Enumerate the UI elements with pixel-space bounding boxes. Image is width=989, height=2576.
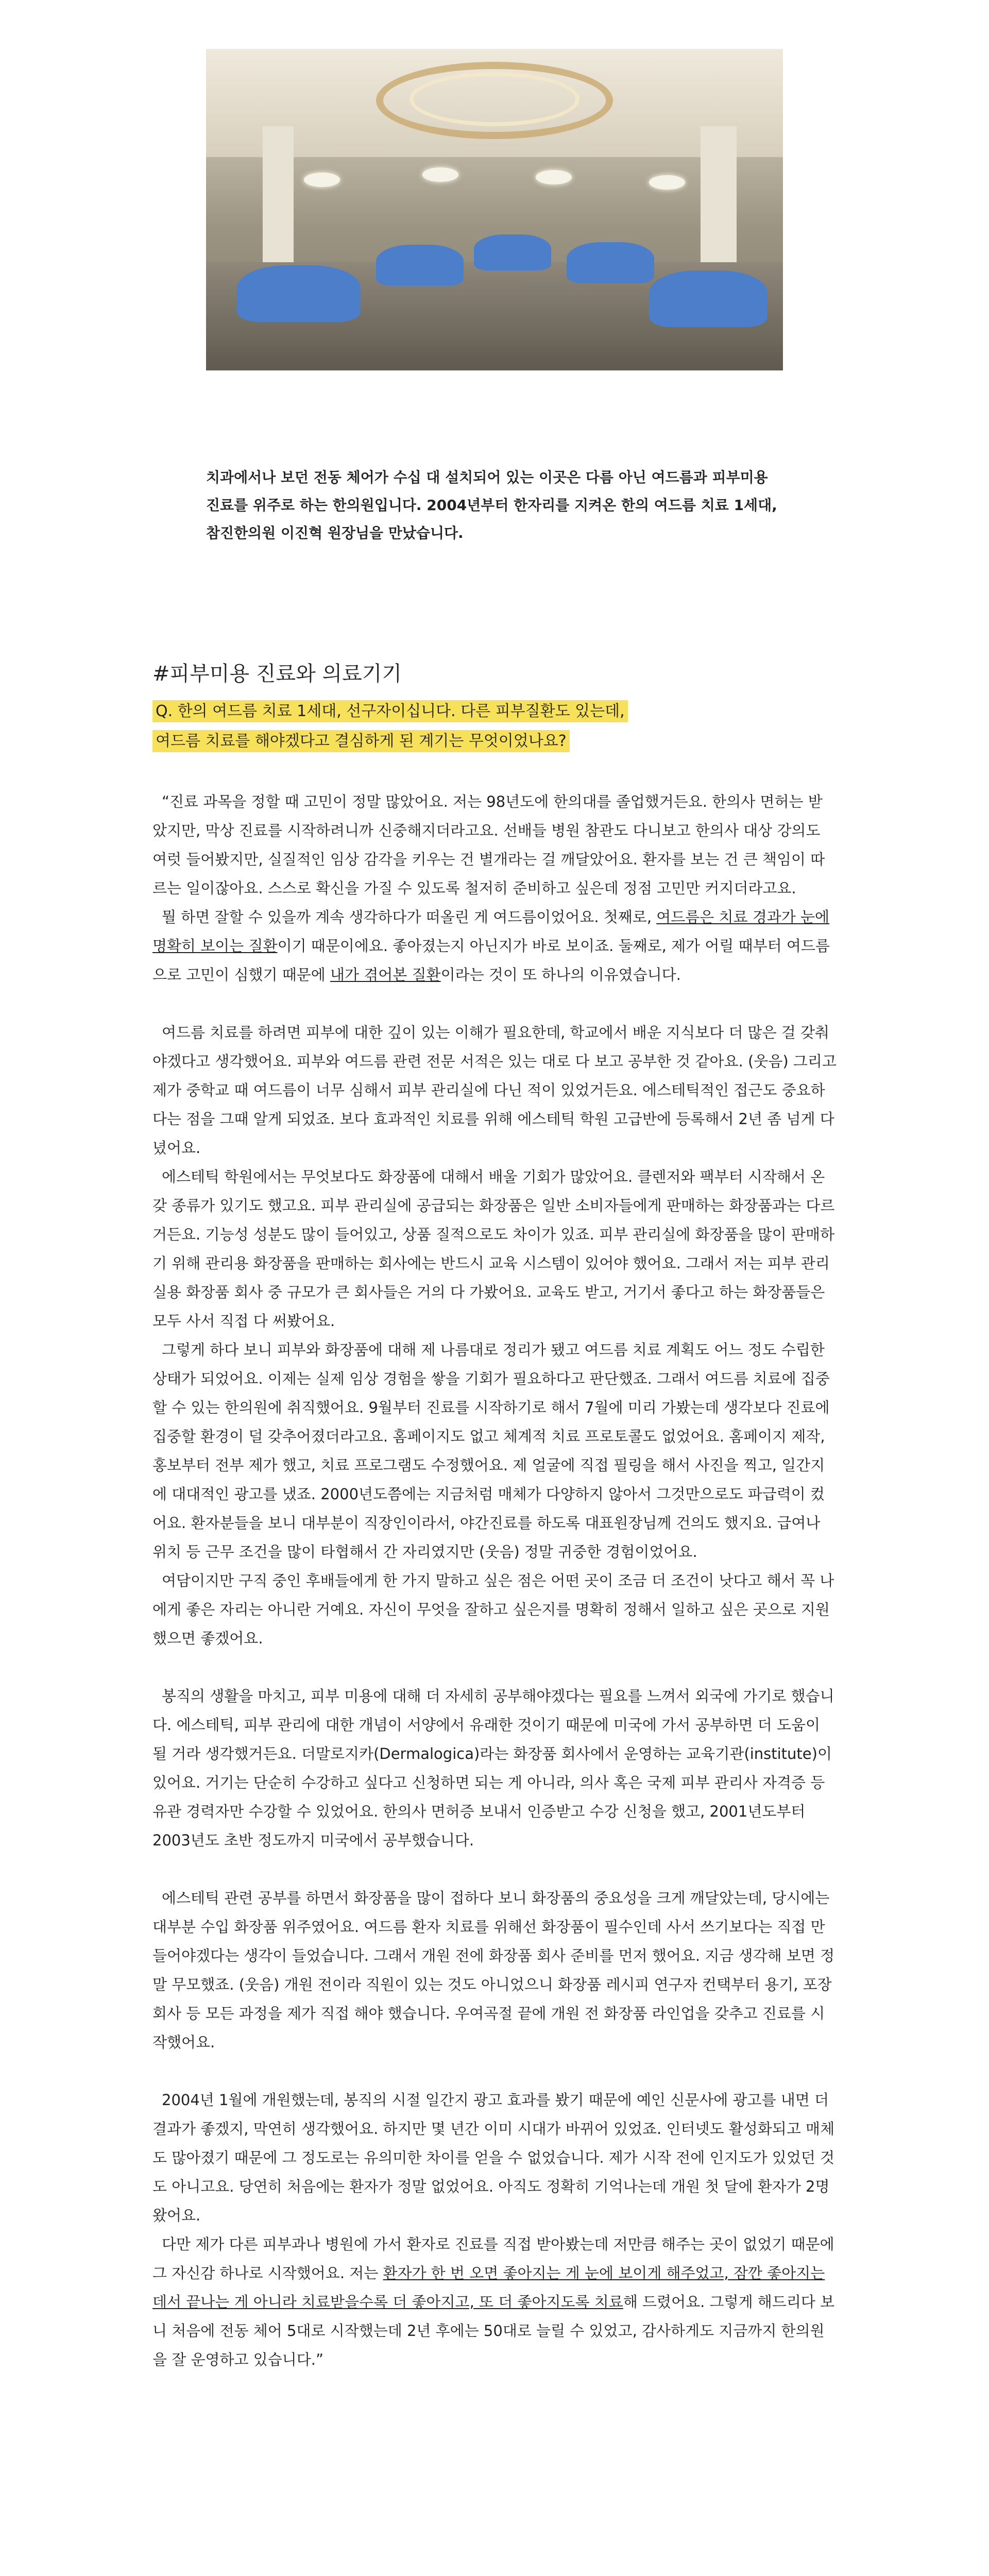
- dental-chair: [649, 270, 768, 327]
- paragraph: [152, 2086, 837, 2230]
- question-line: Q. 한의 여드름 치료 1세대, 선구자이십니다. 다른 피부질환도 있는데,: [152, 700, 628, 722]
- underlined-text: 내가 겪어본 질환: [330, 966, 441, 984]
- dental-chair: [376, 245, 464, 286]
- pillar: [263, 126, 294, 281]
- dental-chair: [474, 234, 551, 270]
- paragraph: [152, 1335, 837, 1566]
- dental-lamp: [304, 173, 340, 187]
- text-segment: 뭘 하면 잘할 수 있을까 계속 생각하다가 떠올린 게 여드름이었어요. 첫째로,: [162, 908, 657, 926]
- text-segment: 봉직의 생활을 마치고, 피부 미용에 대해 더 자세히 공부해야겠다는 필요를 느껴서 외국에 가기로 했습니다. 에스테틱, 피부 관리에 대한 개념이 서양에서 유래한 것이기 때문에 미국에 가서 공부하면 더 도움이 될 거라 생각했거든요. 더말로지카(Dermalogica)라는 화장품 회사에서 운영하는 교육기관(institute)이 있어요. 거기는 단순히 수강하고 싶다고 신청하면 되는 게 아니라, 의사 혹은 국제 피부 관리사 자격증 등 유관 경력자만 수강할 수 있었어요. 한의사 면허증 보내서 인증받고 수강 신청을 했고, 2001년도부터 2003년도 초반 정도까지 미국에서 공부했습니다.: [152, 1687, 834, 1849]
- paragraph: [152, 1018, 837, 1162]
- text-segment: 여담이지만 구직 중인 후배들에게 한 가지 말하고 싶은 점은 어떤 곳이 조금 더 조건이 낫다고 해서 꼭 나에게 좋은 자리는 아니란 거예요. 자신이 무엇을 잘하고 싶은지를 명확히 정해서 일하고 싶은 곳으로 지원했으면 좋겠어요.: [152, 1572, 834, 1647]
- hero-photo-clinic-interior: [206, 49, 783, 370]
- paragraph: [152, 2230, 837, 2374]
- text-segment: 에스테틱 학원에서는 무엇보다도 화장품에 대해서 배울 기회가 많았어요. 클렌저와 팩부터 시작해서 온갖 종류가 있기도 했고요. 피부 관리실에 공급되는 화장품은 일반 소비자들에게 판매하는 화장품과는 다르거든요. 기능성 성분도 많이 들어있고, 상품 질적으로도 차이가 있죠. 피부 관리실에 화장품을 많이 판매하기 위해 관리용 화장품을 판매하는 회사에는 반드시 교육 시스템이 있어야 했어요. 그래서 저는 피부 관리실용 화장품 회사 중 규모가 큰 회사들은 거의 다 가봤어요. 교육도 받고, 거기서 좋다고 하는 화장품들은 모두 사서 직접 다 써봤어요.: [152, 1168, 835, 1330]
- paragraph: [152, 1884, 837, 2057]
- dental-lamp: [649, 175, 685, 190]
- section-title: #피부미용 진료와 의료기기: [152, 662, 402, 686]
- text-segment: 2004년 1월에 개원했는데, 봉직의 시절 일간지 광고 효과를 봤기 때문에 예인 신문사에 광고를 내면 더 결과가 좋겠지, 막연히 생각했어요. 하지만 몇 년간 이미 시대가 바뀌어 있었죠. 인터넷도 활성화되고 매체도 많아졌기 때문에 그 정도로는 유의미한 차이를 얻을 수 없었습니다. 제가 시작 전에 인지도가 있었던 것도 아니고요. 당연히 처음에는 환자가 정말 없었어요. 아직도 정확히 기억나는데 개원 첫 달에 환자가 2명 왔어요.: [152, 2091, 835, 2224]
- dental-lamp: [536, 170, 572, 184]
- paragraph: [152, 1566, 837, 1653]
- text-segment: 다만 제가 다른 피부과나 병원에 가서 환자로 진료를 직접 받아봤는데 저만큼 해주는 곳이 없었기 때문에 그 자신감 하나로 시작했어요. 저는: [152, 2235, 834, 2282]
- paragraph: [152, 903, 837, 989]
- underlined-text: 여드름은 치료 경과가 눈에 명확히 보이는 질환: [152, 908, 830, 955]
- dental-chair: [567, 242, 654, 283]
- dental-chair: [237, 265, 361, 322]
- paragraph: [152, 787, 837, 903]
- question-1: [152, 697, 837, 756]
- intro-paragraph: 치과에서나 보던 전동 체어가 수십 대 설치되어 있는 이곳은 다름 아닌 여드름과 피부미용 진료를 위주로 하는 한의원입니다. 2004년부터 한자리를 지켜온 한의 여드름 치료 1세대, 참진한의원 이진혁 원장님을 만났습니다.: [206, 469, 777, 541]
- ceiling-light-ring-inner: [410, 72, 579, 126]
- answer-1-body: [152, 787, 837, 2374]
- text-segment: 이라는 것이 또 하나의 이유였습니다.: [440, 966, 681, 984]
- underlined-text: 환자가 한 번 오면 좋아지는 게 눈에 보이게 해주었고, 잠깐 좋아지는 데서 끝나는 게 아니라 치료받을수록 더 좋아지고, 또 더 좋아지도록 치료: [152, 2264, 825, 2311]
- text-segment: “진료 과목을 정할 때 고민이 정말 많았어요. 저는 98년도에 한의대를 졸업했거든요. 한의사 면허는 받았지만, 막상 진료를 시작하려니까 신중해지더라고요. 선배들 병원 참관도 다니보고 한의사 대상 강의도 여럿 들어봤지만, 실질적인 임상 감각을 키우는 건 별개라는 걸 깨달았어요. 환자를 보는 건 큰 책임이 따르는 일이잖아요. 스스로 확신을 가질 수 있도록 철저히 준비하고 싶은데 정점 고민만 커지더라고요.: [152, 793, 825, 897]
- text-segment: 해 드렸어요. 그렇게 해드리다 보니 처음에 전동 체어 5대로 시작했는데 2년 후에는 50대로 늘릴 수 있었고, 감사하게도 지금까지 한의원을 잘 운영하고 있습니다.”: [152, 2293, 835, 2368]
- paragraph: [152, 1682, 837, 1855]
- text-segment: 그렇게 하다 보니 피부와 화장품에 대해 제 나름대로 정리가 됐고 여드름 치료 계획도 어느 정도 수립한 상태가 되었어요. 이제는 실제 임상 경험을 쌓을 기회가 필요하다고 판단했죠. 그래서 여드름 치료에 집중할 수 있는 한의원에 취직했어요. 9월부터 진료를 시작하기로 해서 7월에 미리 가봤는데 생각보다 진료에 집중할 환경이 덜 갖추어졌더라고요. 홈페이지도 없고 체계적 치료 프로토콜도 없었어요. 홈페이지 제작, 홍보부터 전부 제가 했고, 치료 프로그램도 수정했어요. 제 얼굴에 직접 필링을 해서 사진을 찍고, 일간지에 대대적인 광고를 냈죠. 2000년도쯤에는 지금처럼 매체가 다양하지 않아서 그것만으로도 파급력이 컸어요. 환자분들을 보니 대부분이 직장인이라서, 야간진료를 하도록 대표원장님께 건의도 했지요. 급여나 위치 등 근무 조건을 많이 타협해서 간 자리였지만 (웃음) 정말 귀중한 경험이었어요.: [152, 1341, 830, 1561]
- text-segment: 이기 때문이에요. 좋아졌는지 아닌지가 바로 보이죠. 둘째로, 제가 어릴 때부터 여드름으로 고민이 심했기 때문에: [152, 937, 830, 984]
- paragraph: [152, 1162, 837, 1335]
- dental-lamp: [422, 167, 458, 182]
- pillar: [701, 126, 737, 281]
- text-segment: 여드름 치료를 하려면 피부에 대한 깊이 있는 이해가 필요한데, 학교에서 배운 지식보다 더 많은 걸 갖춰야겠다고 생각했어요. 피부와 여드름 관련 전문 서적은 있는 대로 다 보고 공부한 것 같아요. (웃음) 그리고 제가 중학교 때 여드름이 너무 심해서 피부 관리실에 다닌 적이 있었거든요. 에스테틱적인 접근도 중요하다는 점을 그때 알게 되었죠. 보다 효과적인 치료를 위해 에스테틱 학원 고급반에 등록해서 2년 좀 넘게 다녔어요.: [152, 1024, 837, 1157]
- question-line: 여드름 치료를 해야겠다고 결심하게 된 계기는 무엇이었나요?: [152, 730, 570, 752]
- text-segment: 에스테틱 관련 공부를 하면서 화장품을 많이 접하다 보니 화장품의 중요성을 크게 깨달았는데, 당시에는 대부분 수입 화장품 위주였어요. 여드름 환자 치료를 위해선 화장품이 필수인데 사서 쓰기보다는 직접 만들어야겠다는 생각이 들었습니다. 그래서 개원 전에 화장품 회사 준비를 먼저 했어요. 지금 생각해 보면 정말 무모했죠. (웃음) 개원 전이라 직원이 있는 것도 아니었으니 화장품 레시피 연구자 컨택부터 용기, 포장 회사 등 모든 과정을 제가 직접 해야 했습니다. 우여곡절 끝에 개원 전 화장품 라인업을 갖추고 진료를 시작했어요.: [152, 1889, 835, 2051]
